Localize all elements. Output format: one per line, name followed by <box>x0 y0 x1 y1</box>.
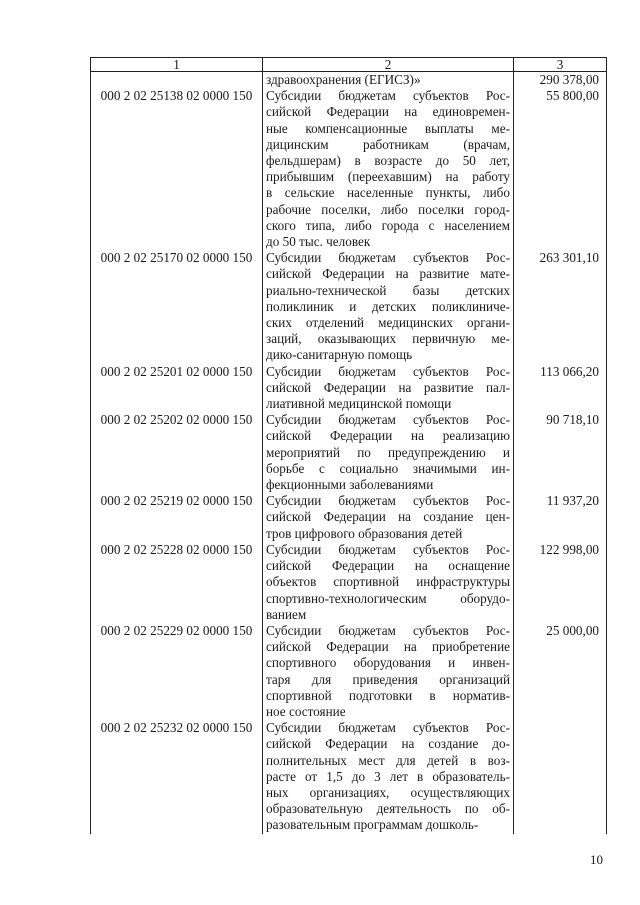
description-line: спортивного оборудования и инвен- <box>266 655 510 671</box>
description-line: лиативной медицинской помощи <box>266 396 452 412</box>
amount-value: 25 000,00 <box>546 622 599 638</box>
description-line: сийской Федерации на развитие мате- <box>266 266 510 282</box>
description-line: дицинским работникам (врачам, <box>266 136 510 152</box>
amount-cell <box>514 493 607 542</box>
amount-value: 11 937,20 <box>546 493 599 509</box>
description-line: расте от 1,5 до 3 лет в образователь- <box>266 768 510 784</box>
description-line: Субсидии бюджетам субъектов Рос- <box>266 541 510 557</box>
description-line: сийской Федерации на единовремен- <box>266 104 510 120</box>
description-cell <box>263 88 514 250</box>
description-cell <box>263 412 514 493</box>
description-line: Субсидии бюджетам субъектов Рос- <box>266 363 510 379</box>
header-col-3: 3 <box>514 58 607 72</box>
description-cell <box>263 250 514 363</box>
amount-value: 55 800,00 <box>546 88 599 104</box>
description-line: объектов спортивной инфраструктуры <box>266 574 510 590</box>
table-body <box>91 72 607 834</box>
description-line: заций, оказывающих первичную ме- <box>266 331 510 347</box>
budget-code-text <box>94 72 259 88</box>
description-line: ные компенсационные выплаты ме- <box>266 120 510 136</box>
budget-code <box>91 720 263 833</box>
description-line: дико-санитарную помощь <box>266 347 413 363</box>
table-row <box>91 364 607 413</box>
description-line: разовательным программам дошколь- <box>266 817 479 833</box>
budget-code-text: 000 2 02 25201 02 0000 150 <box>100 363 253 379</box>
description-line: Субсидии бюджетам субъектов Рос- <box>266 622 510 638</box>
description-line: Субсидии бюджетам субъектов Рос- <box>266 720 510 736</box>
table-row <box>91 542 607 623</box>
description-line: прибывшим (переехавшим) на работу <box>266 169 510 185</box>
table-row <box>91 88 607 250</box>
table-row <box>91 623 607 720</box>
table-row <box>91 72 607 89</box>
budget-code <box>91 412 263 493</box>
amount-value: 122 998,00 <box>539 541 599 557</box>
page-number: 10 <box>590 852 603 867</box>
amount-cell <box>514 364 607 413</box>
budget-code <box>91 88 263 250</box>
description-cell <box>263 72 514 89</box>
description-line: ное состояние <box>266 703 346 719</box>
amount-value: 90 718,10 <box>546 412 599 428</box>
table-row <box>91 493 607 542</box>
header-col-2: 2 <box>263 58 514 72</box>
description-line: сийской Федерации на развитие пал- <box>266 379 510 395</box>
header-row <box>91 58 607 72</box>
description-line: ского типа, либо города с населением <box>266 217 510 233</box>
description-cell <box>263 493 514 542</box>
amount-value: 290 378,00 <box>539 72 599 87</box>
budget-code-text: 000 2 02 25170 02 0000 150 <box>100 250 253 266</box>
description-line: мероприятий по предупреждению и <box>266 444 510 460</box>
description-line: сийской Федерации на создание цен- <box>266 509 510 525</box>
table-row <box>91 250 607 363</box>
description-line: риально-технической базы детских <box>266 282 510 298</box>
amount-value: 113 066,20 <box>540 363 599 379</box>
description-cell <box>263 364 514 413</box>
amount-cell <box>514 250 607 363</box>
amount-value: 263 301,10 <box>539 250 599 266</box>
amount-cell <box>514 720 607 833</box>
description-line: тров цифрового образования детей <box>266 525 463 541</box>
description-line: фельдшерам) в возрасте до 50 лет, <box>266 153 510 169</box>
header-col-1: 1 <box>91 58 263 72</box>
description-line: ванием <box>266 606 307 622</box>
budget-code <box>91 493 263 542</box>
description-line: образовательную деятельность по об- <box>266 801 510 817</box>
budget-code <box>91 542 263 623</box>
description-line: рабочие поселки, либо поселки город- <box>266 201 510 217</box>
budget-code <box>91 250 263 363</box>
description-line: поликлиник и детских поликлиниче- <box>266 298 510 314</box>
description-line: борьбе с социально значимыми ин- <box>266 460 510 476</box>
description-cell <box>263 542 514 623</box>
description-line: фекционными заболеваниями <box>266 477 434 493</box>
description-line: в сельские населенные пункты, либо <box>266 185 510 201</box>
budget-code-text: 000 2 02 25232 02 0000 150 <box>100 720 253 736</box>
budget-code <box>91 623 263 720</box>
description-line: таря для приведения организаций <box>266 671 510 687</box>
budget-table <box>90 57 607 834</box>
budget-code <box>91 364 263 413</box>
amount-cell <box>514 88 607 250</box>
table-row <box>91 412 607 493</box>
description-line: спортивной подготовки в норматив- <box>266 687 510 703</box>
description-cell <box>263 720 514 833</box>
description-line: сийской Федерации на реализацию <box>266 428 510 444</box>
budget-code-text: 000 2 02 25219 02 0000 150 <box>100 493 253 509</box>
budget-code-text: 000 2 02 25228 02 0000 150 <box>100 541 253 557</box>
description-cell <box>263 623 514 720</box>
budget-code-text: 000 2 02 25138 02 0000 150 <box>100 88 253 104</box>
amount-cell <box>514 623 607 720</box>
amount-cell <box>514 412 607 493</box>
amount-cell <box>514 72 607 89</box>
budget-code-text: 000 2 02 25202 02 0000 150 <box>100 412 253 428</box>
description-line: Субсидии бюджетам субъектов Рос- <box>266 412 510 428</box>
description-line: здравоохранения (ЕГИСЗ)» <box>266 72 421 87</box>
budget-code <box>91 72 263 89</box>
description-line: до 50 тыс. человек <box>266 234 371 250</box>
description-line: Субсидии бюджетам субъектов Рос- <box>266 493 510 509</box>
description-line: полнительных мест для детей в воз- <box>266 752 510 768</box>
table-row <box>91 720 607 833</box>
description-line: сийской Федерации на создание до- <box>266 736 510 752</box>
description-line: сийской Федерации на приобретение <box>266 639 510 655</box>
description-line: ных организациях, осуществляющих <box>266 784 510 800</box>
description-line: спортивно-технологическим оборудо- <box>266 590 510 606</box>
amount-cell <box>514 542 607 623</box>
budget-code-text: 000 2 02 25229 02 0000 150 <box>100 622 253 638</box>
description-line: Субсидии бюджетам субъектов Рос- <box>266 250 510 266</box>
description-line: Субсидии бюджетам субъектов Рос- <box>266 88 510 104</box>
description-line: ских отделений медицинских органи- <box>266 315 510 331</box>
description-line: сийской Федерации на оснащение <box>266 558 510 574</box>
